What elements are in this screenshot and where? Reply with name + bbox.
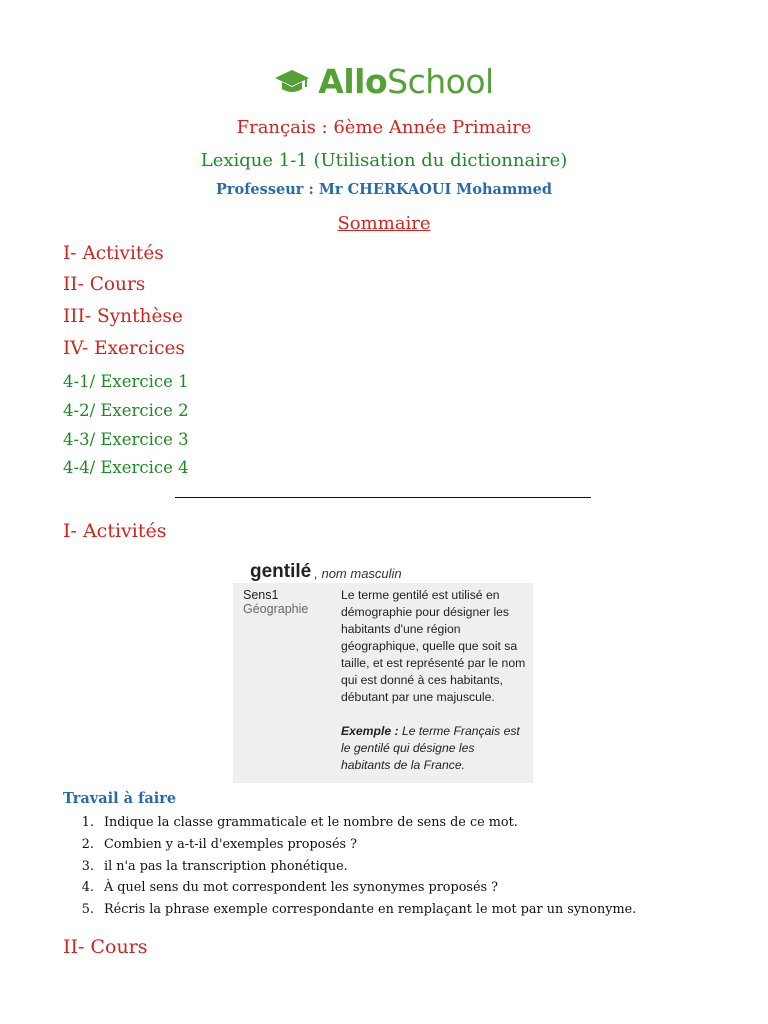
- toc-item-exercices[interactable]: IV- Exercices: [63, 338, 185, 359]
- toc-subitem-exercice-3[interactable]: 4-3/ Exercice 3: [63, 430, 189, 449]
- summary-heading: Sommaire: [337, 213, 431, 234]
- subject-title: Français : 6ème Année Primaire: [236, 117, 532, 138]
- toc-subitem-exercice-4[interactable]: 4-4/ Exercice 4: [63, 458, 189, 477]
- dictionary-example-text: Le terme Français est le gentilé qui désigne les habitants de la France.: [341, 724, 520, 772]
- divider: [175, 497, 591, 498]
- section-heading-cours: II- Cours: [63, 936, 148, 958]
- list-item: 3. il n'a pas la transcription phonétique.: [81, 858, 348, 874]
- dictionary-sense-label: Sens1: [243, 588, 279, 602]
- toc-subitem-exercice-2[interactable]: 4-2/ Exercice 2: [63, 401, 189, 420]
- list-item: 1. Indique la classe grammaticale et le nombre de sens de ce mot.: [81, 815, 518, 830]
- toc-item-cours[interactable]: II- Cours: [63, 274, 146, 295]
- toc-item-synthese[interactable]: III- Synthèse: [63, 306, 183, 327]
- graduation-cap-icon: [274, 68, 310, 96]
- section-heading-activities: I- Activités: [63, 520, 167, 542]
- logo-text: AlloSchool: [318, 62, 494, 101]
- dictionary-entry-image: [233, 547, 533, 783]
- toc-item-activities[interactable]: I- Activités: [63, 243, 164, 264]
- dictionary-entry-header: [233, 547, 533, 583]
- dictionary-part-of-speech: , nom masculin: [314, 566, 402, 581]
- toc-subitem-exercice-1[interactable]: 4-1/ Exercice 1: [63, 372, 189, 391]
- lesson-title: Lexique 1-1 (Utilisation du dictionnaire): [200, 150, 568, 171]
- list-item: 5. Récris la phrase exemple correspondante en remplaçant le mot par un synonyme.: [81, 902, 637, 918]
- dictionary-domain-label: Géographie: [243, 602, 309, 616]
- task-heading: Travail à faire: [63, 790, 177, 807]
- dictionary-word: gentilé: [250, 561, 312, 582]
- dictionary-definition: Le terme gentilé est utilisé en démographie pour désigner les habitants d'une région géographique, quelle que soit sa taille, et est représenté par le nom qui est donné à ces habitants, débutant par une majuscule.: [341, 588, 526, 704]
- alloschool-logo: [0, 62, 768, 101]
- dictionary-example: [341, 723, 527, 774]
- list-item: 2. Combien y a-t-il d'exemples proposés ?: [81, 836, 358, 852]
- dictionary-example-label: Exemple :: [341, 724, 399, 738]
- task-list: [68, 815, 636, 924]
- teacher-name: Professeur : Mr CHERKAOUI Mohammed: [215, 181, 553, 198]
- list-item: 4. À quel sens du mot correspondent les synonymes proposés ?: [81, 880, 499, 896]
